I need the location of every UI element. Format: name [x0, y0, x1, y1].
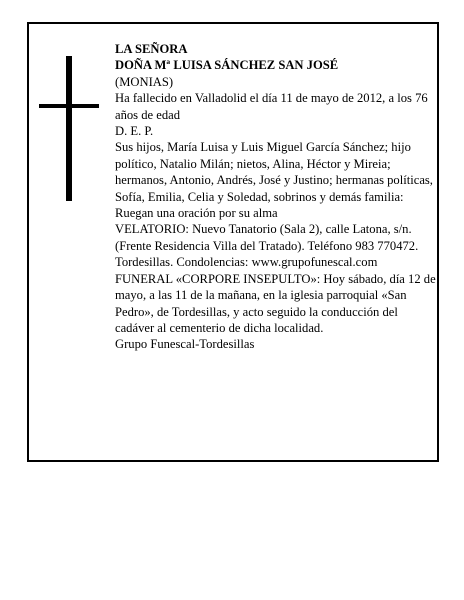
deceased-nickname: (MONIAS)	[115, 74, 174, 89]
cross-icon	[39, 56, 99, 201]
death-announcement: Ha fallecido en Valladolid el día 11 de mayo de 2012, a los 76 años de edad	[115, 91, 428, 122]
funeral-details: FUNERAL «CORPORE INSEPULTO»: Hoy sábado, día 12 de mayo, a las 11 de la mañana, en la iglesia parroquial «San Pedro», de Tordesillas, y acto seguido la conducción del cadáver al cementerio de dicha localidad.	[115, 271, 436, 335]
funeral-company: Grupo Funescal-Tordesillas	[115, 337, 255, 352]
prayer-request: Ruegan una oración por su alma	[115, 206, 278, 221]
family-list: Sus hijos, María Luisa y Luis Miguel García Sánchez; hijo político, Natalio Milán; nietos, Alina, Héctor y Mireia; hermanos, Antonio, Andrés, José y Justino; hermanas políticas, Sofía, Emilia, Celia y Soledad, sobrinos y demás familia:	[115, 140, 433, 204]
notice-text	[115, 41, 437, 353]
cross-vertical-bar	[66, 56, 72, 201]
obituary-notice	[27, 22, 439, 462]
deceased-name: DOÑA Mª LUISA SÁNCHEZ SAN JOSÉ	[115, 58, 339, 73]
wake-details: VELATORIO: Nuevo Tanatorio (Sala 2), calle Latona, s/n. (Frente Residencia Villa del Tratado). Teléfono 983 770472. Tordesillas. Condolencias: www.grupofunescal.com	[115, 222, 419, 270]
notice-title: LA SEÑORA	[115, 42, 188, 56]
cross-horizontal-bar	[39, 104, 99, 108]
rest-in-peace: D. E. P.	[115, 124, 154, 139]
